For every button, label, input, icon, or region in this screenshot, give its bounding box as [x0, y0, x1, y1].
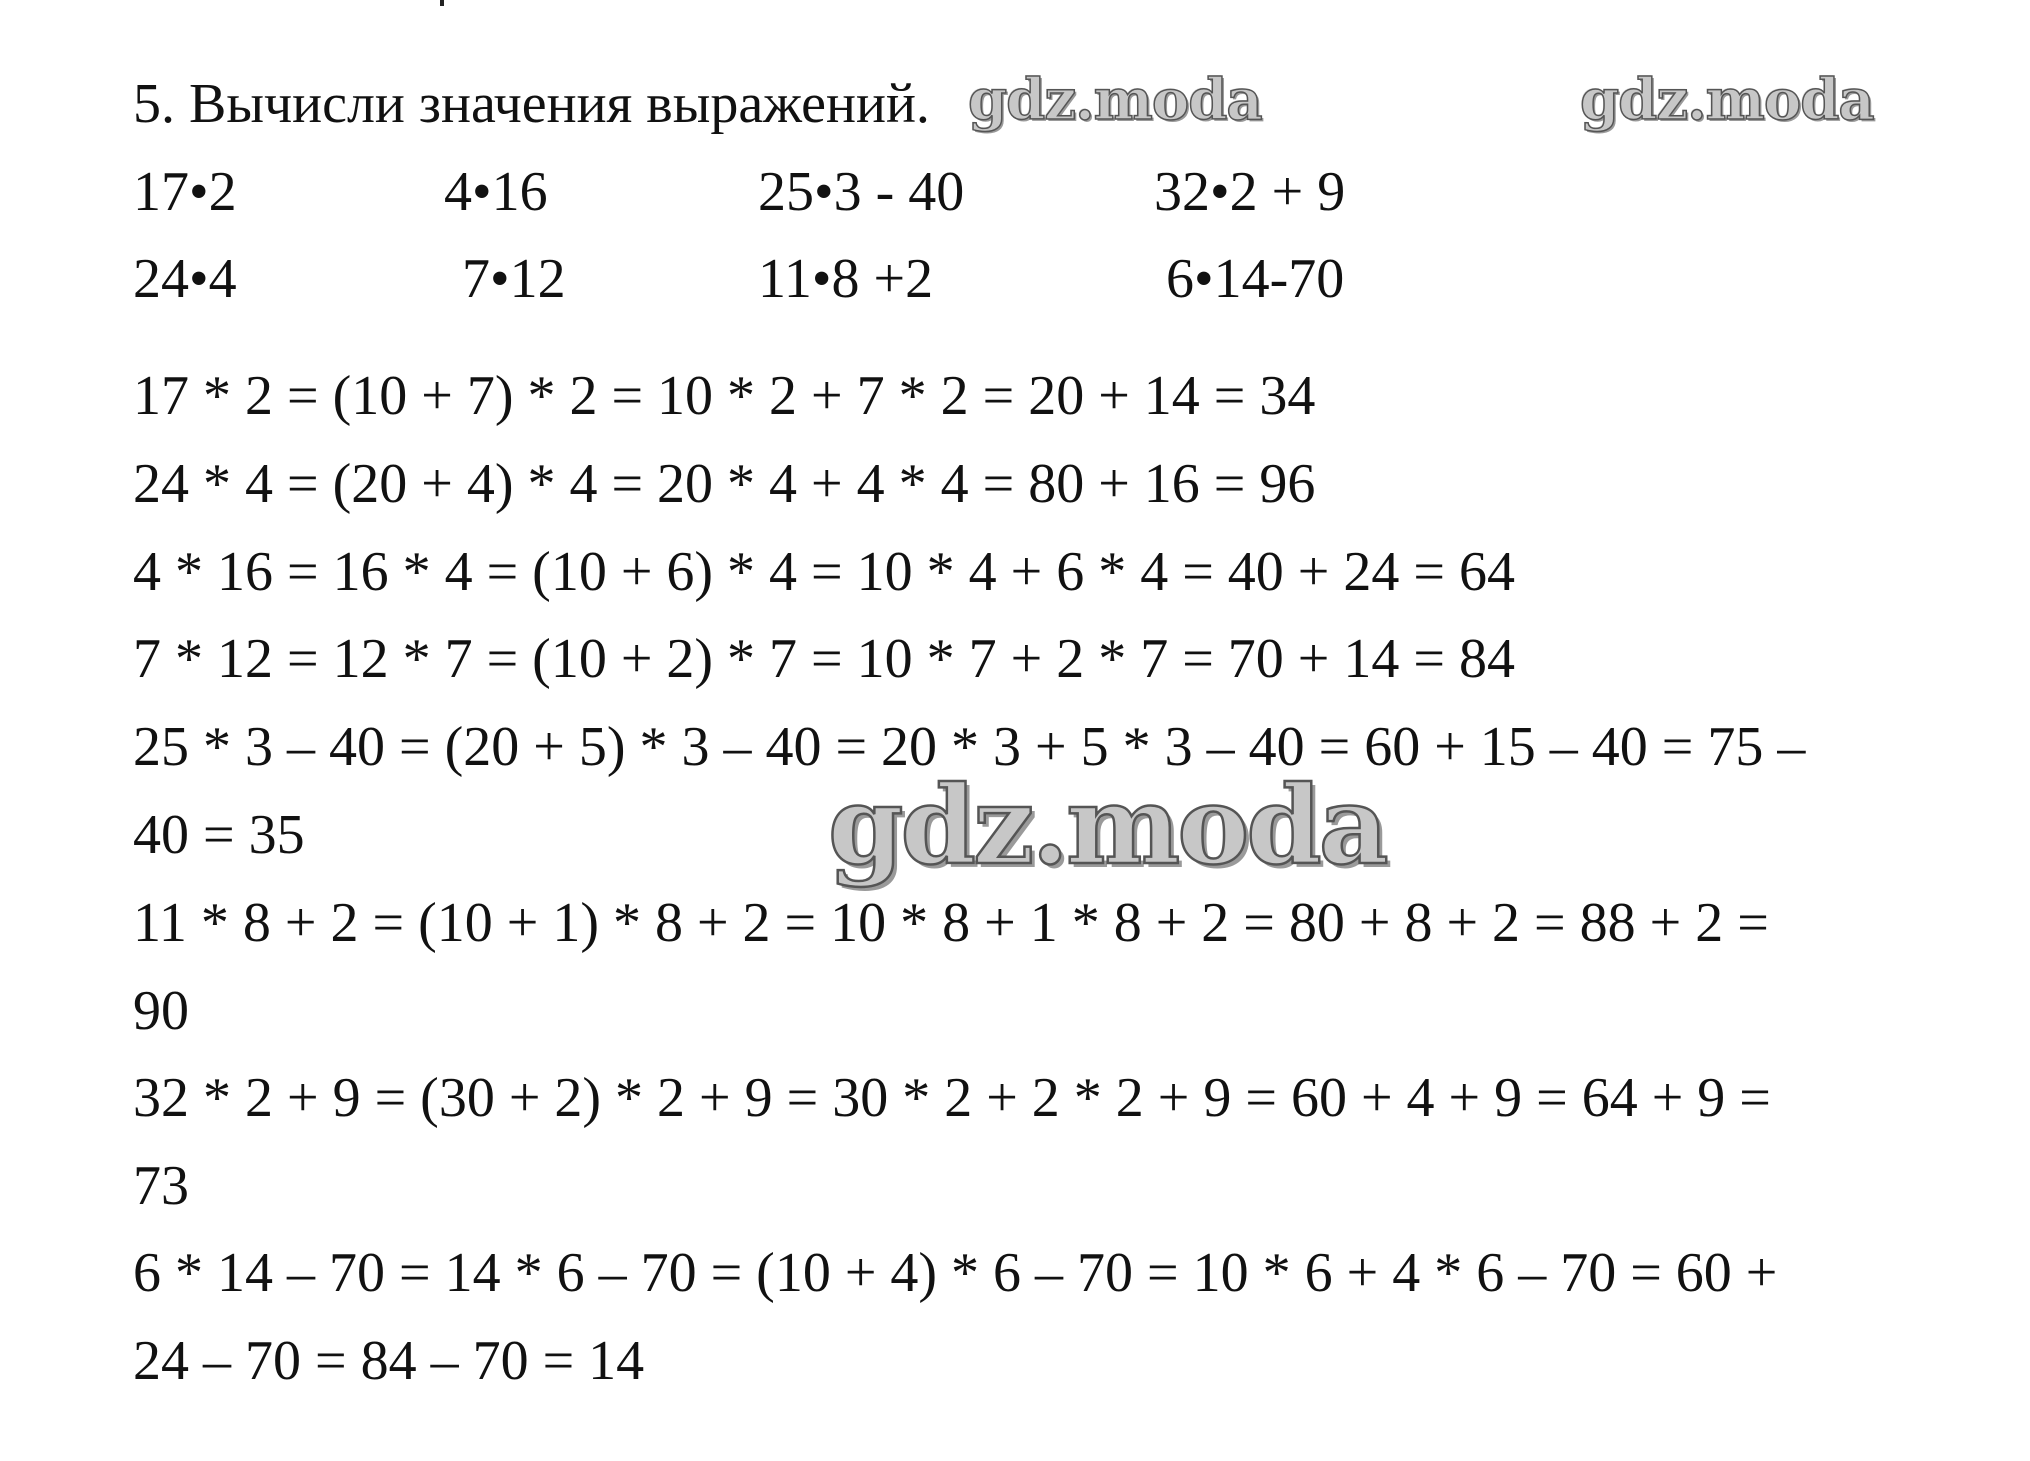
- solution-line: 4 * 16 = 16 * 4 = (10 + 6) * 4 = 10 * 4 + 6 * 4 = 40 + 24 = 64: [133, 541, 1515, 603]
- solution-line: 90: [133, 980, 189, 1042]
- expression-cell: 32•2 + 9: [1154, 161, 1346, 223]
- expression-cell: 7•12: [462, 248, 566, 310]
- watermark: gdz.moda: [1580, 67, 1874, 133]
- solution-line: 73: [133, 1155, 189, 1217]
- solution-line: 6 * 14 – 70 = 14 * 6 – 70 = (10 + 4) * 6 – 70 = 10 * 6 + 4 * 6 – 70 = 60 +: [133, 1242, 1778, 1304]
- watermark: gdz.moda: [968, 67, 1262, 133]
- expression-cell: 24•4: [133, 248, 237, 310]
- expression-cell: 6•14-70: [1166, 248, 1345, 310]
- expression-cell: 25•3 - 40: [758, 161, 965, 223]
- expression-cell: 4•16: [444, 161, 548, 223]
- solution-line: 24 – 70 = 84 – 70 = 14: [133, 1330, 645, 1392]
- solution-line: 32 * 2 + 9 = (30 + 2) * 2 + 9 = 30 * 2 + 2 * 2 + 9 = 60 + 4 + 9 = 64 + 9 =: [133, 1067, 1771, 1129]
- solution-line: 17 * 2 = (10 + 7) * 2 = 10 * 2 + 7 * 2 = 20 + 14 = 34: [133, 365, 1316, 427]
- expression-cell: 11•8 +2: [758, 248, 934, 310]
- watermark-large: gdz.moda: [828, 763, 1386, 889]
- solution-line: 11 * 8 + 2 = (10 + 1) * 8 + 2 = 10 * 8 + 1 * 8 + 2 = 80 + 8 + 2 = 88 + 2 =: [133, 892, 1769, 954]
- solution-line: 25 * 3 – 40 = (20 + 5) * 3 – 40 = 20 * 3 + 5 * 3 – 40 = 60 + 15 – 40 = 75 –: [133, 716, 1806, 778]
- task-title: 5. Вычисли значения выражений.: [133, 73, 930, 135]
- page-edge-mark: [440, 0, 444, 6]
- expression-cell: 17•2: [133, 161, 237, 223]
- solution-line: 40 = 35: [133, 804, 305, 866]
- solution-line: 24 * 4 = (20 + 4) * 4 = 20 * 4 + 4 * 4 = 80 + 16 = 96: [133, 453, 1316, 515]
- solution-line: 7 * 12 = 12 * 7 = (10 + 2) * 7 = 10 * 7 + 2 * 7 = 70 + 14 = 84: [133, 628, 1515, 690]
